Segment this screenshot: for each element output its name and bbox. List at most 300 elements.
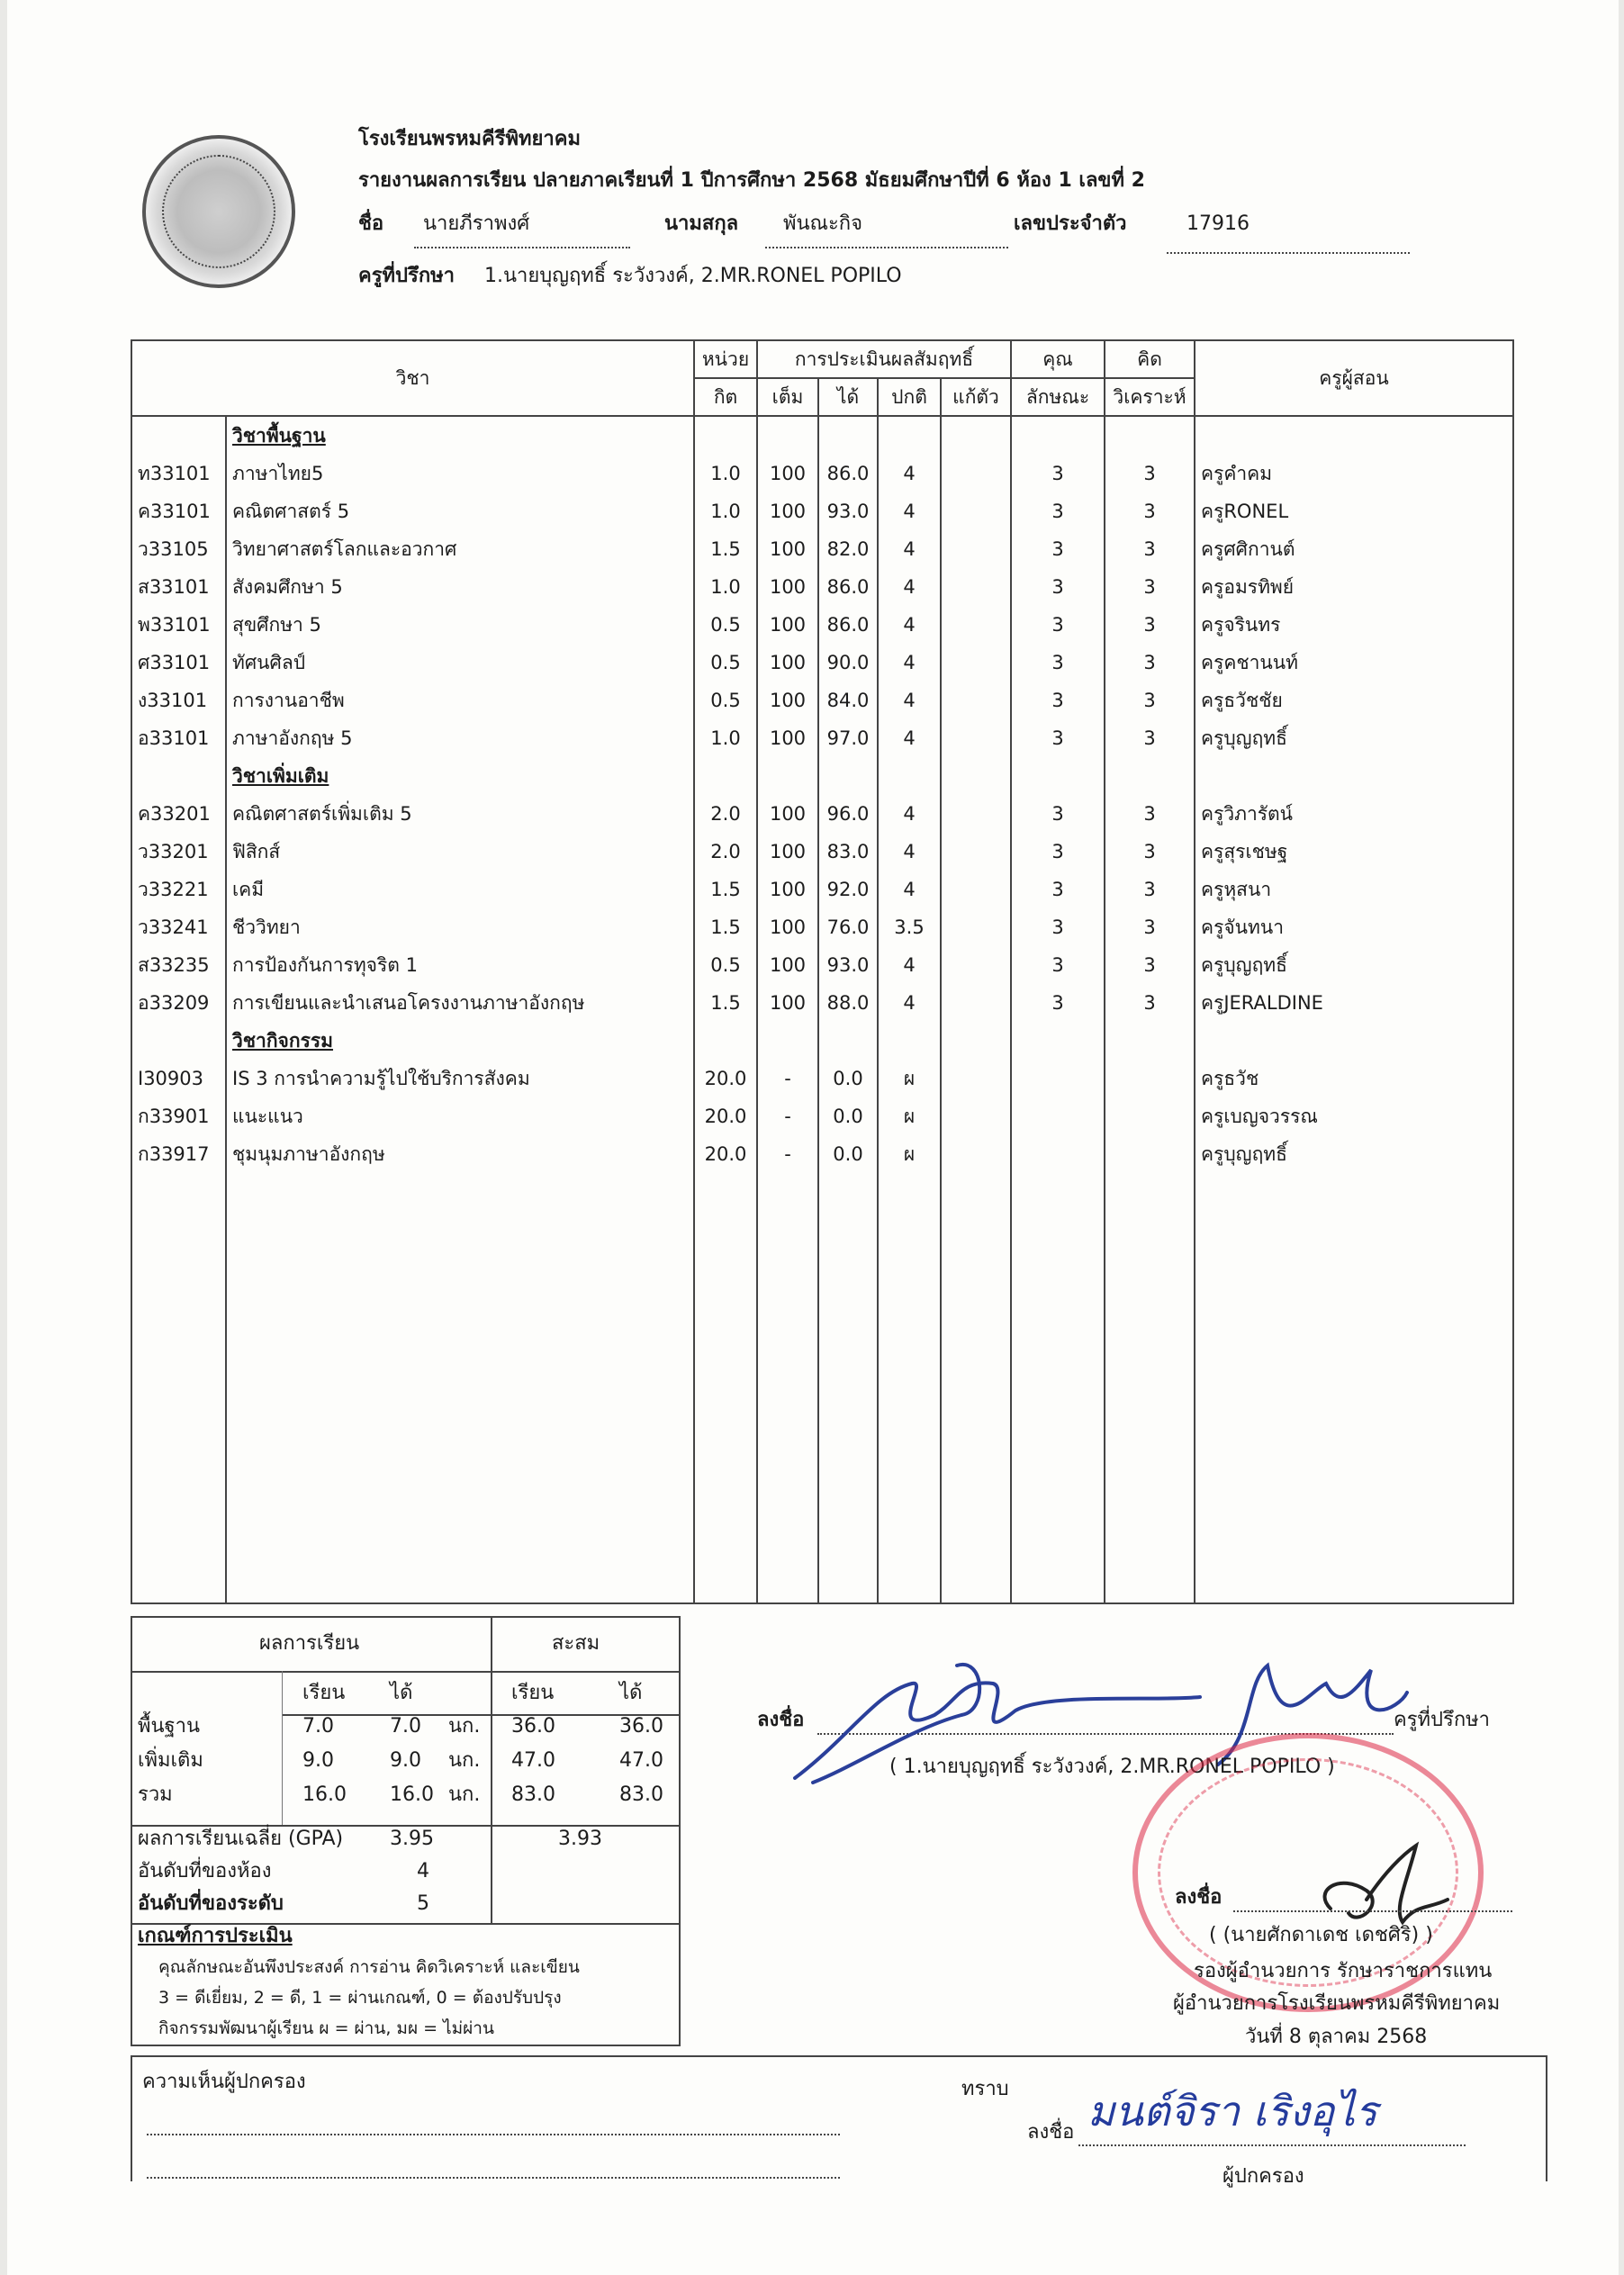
cell-got: 92.0 bbox=[818, 871, 878, 908]
cell-char bbox=[1011, 1135, 1105, 1173]
cell-full: 100 bbox=[757, 908, 818, 946]
section-empty-cell bbox=[694, 1022, 757, 1060]
cell-teacher: ครูบุญฤทธิ์ bbox=[1195, 1135, 1513, 1173]
filler-cell bbox=[757, 1173, 818, 1603]
parent-sign-label: ลงชื่อ bbox=[1027, 2121, 1075, 2144]
cell-credit: 2.0 bbox=[694, 795, 757, 833]
section-empty-cell bbox=[1195, 757, 1513, 795]
director-position-1: รองผู้อำนวยการ รักษาราชการแทน bbox=[1194, 1960, 1493, 1982]
cell-code: อ33209 bbox=[131, 984, 226, 1022]
cell-got: 0.0 bbox=[818, 1060, 878, 1097]
cell-code: ก33901 bbox=[131, 1097, 226, 1135]
cell-name: ชีววิทยา bbox=[226, 908, 694, 946]
cell-grade: 4 bbox=[878, 530, 941, 568]
parent-role: ผู้ปกครอง bbox=[1223, 2165, 1304, 2188]
table-row bbox=[131, 908, 1513, 946]
rank-level-value: 5 bbox=[417, 1892, 429, 1915]
summary-study: 9.0 bbox=[302, 1749, 334, 1772]
cell-think: 3 bbox=[1105, 946, 1195, 984]
filler-cell bbox=[226, 1173, 694, 1603]
section-empty-cell bbox=[818, 416, 878, 455]
cell-code: ศ33101 bbox=[131, 644, 226, 682]
cell-full: - bbox=[757, 1097, 818, 1135]
cell-fix bbox=[941, 530, 1011, 568]
table-row bbox=[131, 946, 1513, 984]
cell-fix bbox=[941, 606, 1011, 644]
cell-full: 100 bbox=[757, 833, 818, 871]
cell-got: 86.0 bbox=[818, 455, 878, 492]
cell-teacher: ครูอมรทิพย์ bbox=[1195, 568, 1513, 606]
cell-credit: 1.5 bbox=[694, 530, 757, 568]
table-row bbox=[131, 682, 1513, 719]
grades-body bbox=[131, 416, 1513, 1603]
cell-code: ว33221 bbox=[131, 871, 226, 908]
cell-teacher: ครูคชานนท์ bbox=[1195, 644, 1513, 682]
grades-table bbox=[131, 339, 1514, 1604]
cell-teacher: ครูธวัชชัย bbox=[1195, 682, 1513, 719]
cell-full: 100 bbox=[757, 871, 818, 908]
cell-credit: 0.5 bbox=[694, 644, 757, 682]
cell-grade: ผ bbox=[878, 1060, 941, 1097]
header-fix: แก้ตัว bbox=[941, 378, 1011, 416]
cell-think: 3 bbox=[1105, 530, 1195, 568]
cell-grade: 4 bbox=[878, 606, 941, 644]
cell-name: IS 3 การนำความรู้ไปใช้บริการสังคม bbox=[226, 1060, 694, 1097]
filler-cell bbox=[1105, 1173, 1195, 1603]
surname-dotted-line bbox=[765, 247, 1008, 248]
cell-grade: ผ bbox=[878, 1097, 941, 1135]
advisor-role: ครูที่ปรึกษา bbox=[1394, 1709, 1490, 1731]
cell-credit: 1.0 bbox=[694, 492, 757, 530]
summary-label: เพิ่มเติม bbox=[138, 1749, 203, 1772]
table-row bbox=[131, 492, 1513, 530]
section-empty-cell bbox=[1105, 757, 1195, 795]
student-id: 17916 bbox=[1186, 212, 1250, 235]
cell-grade: 4 bbox=[878, 984, 941, 1022]
cell-char: 3 bbox=[1011, 908, 1105, 946]
cell-credit: 2.0 bbox=[694, 833, 757, 871]
cell-name: คณิตศาสตร์เพิ่มเติม 5 bbox=[226, 795, 694, 833]
cell-fix bbox=[941, 795, 1011, 833]
section-empty-cell bbox=[757, 1022, 818, 1060]
summary-cum-got: 47.0 bbox=[619, 1749, 663, 1772]
section-empty-cell bbox=[941, 416, 1011, 455]
director-name: ( (นายศักดาเดช เดชศิริ) ) bbox=[1209, 1924, 1433, 1946]
director-signature-image bbox=[1304, 1837, 1457, 1936]
cell-full: 100 bbox=[757, 682, 818, 719]
section-title: วิชาพื้นฐาน bbox=[226, 416, 694, 455]
cell-name: ภาษาไทย5 bbox=[226, 455, 694, 492]
cell-full: - bbox=[757, 1060, 818, 1097]
cell-char: 3 bbox=[1011, 568, 1105, 606]
cell-credit: 20.0 bbox=[694, 1097, 757, 1135]
school-name: โรงเรียนพรหมคีรีพิทยาคม bbox=[358, 128, 581, 150]
cell-got: 96.0 bbox=[818, 795, 878, 833]
cell-got: 86.0 bbox=[818, 568, 878, 606]
cell-char: 3 bbox=[1011, 795, 1105, 833]
cell-credit: 1.0 bbox=[694, 568, 757, 606]
cell-code: อ33101 bbox=[131, 719, 226, 757]
cell-got: 82.0 bbox=[818, 530, 878, 568]
header-teacher: ครูผู้สอน bbox=[1195, 340, 1513, 416]
cell-think: 3 bbox=[1105, 455, 1195, 492]
section-empty-cell bbox=[878, 1022, 941, 1060]
section-empty-cell bbox=[757, 416, 818, 455]
cell-got: 86.0 bbox=[818, 606, 878, 644]
section-empty-cell bbox=[878, 757, 941, 795]
section-empty-cell bbox=[1011, 1022, 1105, 1060]
header-assessment: การประเมินผลสัมฤทธิ์ bbox=[757, 340, 1011, 378]
cell-credit: 0.5 bbox=[694, 682, 757, 719]
cell-teacher: ครูจรินทร bbox=[1195, 606, 1513, 644]
cell-got: 84.0 bbox=[818, 682, 878, 719]
cell-full: 100 bbox=[757, 719, 818, 757]
cell-got: 0.0 bbox=[818, 1135, 878, 1173]
filler-cell bbox=[1195, 1173, 1513, 1603]
cell-credit: 0.5 bbox=[694, 606, 757, 644]
cell-think bbox=[1105, 1097, 1195, 1135]
cell-full: 100 bbox=[757, 530, 818, 568]
cell-name: การเขียนและนำเสนอโครงงานภาษาอังกฤษ bbox=[226, 984, 694, 1022]
report-title: รายงานผลการเรียน ปลายภาคเรียนที่ 1 ปีการศึกษา 2568 มัธยมศึกษาปีที่ 6 ห้อง 1 เลขที่ 2 bbox=[358, 169, 1145, 192]
summary-cum-study: 36.0 bbox=[511, 1715, 555, 1738]
cell-name: ชุมนุมภาษาอังกฤษ bbox=[226, 1135, 694, 1173]
cell-teacher: ครูศศิกานต์ bbox=[1195, 530, 1513, 568]
parent-comment-line-1 bbox=[147, 2134, 840, 2135]
section-empty-cell bbox=[941, 757, 1011, 795]
director-sign-label: ลงชื่อ bbox=[1175, 1886, 1223, 1909]
cell-teacher: ครูบุญฤทธิ์ bbox=[1195, 946, 1513, 984]
filler-cell bbox=[694, 1173, 757, 1603]
header-credit-bottom: กิต bbox=[694, 378, 757, 416]
cell-teacher: ครูสุรเชษฐ bbox=[1195, 833, 1513, 871]
section-empty-cell bbox=[1011, 416, 1105, 455]
name-dotted-line bbox=[414, 247, 630, 248]
summary-label: พื้นฐาน bbox=[138, 1715, 201, 1738]
section-empty-cell bbox=[818, 1022, 878, 1060]
cell-grade: 4 bbox=[878, 492, 941, 530]
rank-room-label: อันดับที่ของห้อง bbox=[138, 1860, 272, 1882]
id-dotted-line bbox=[1167, 252, 1410, 254]
summary-got: 7.0 bbox=[390, 1715, 421, 1738]
cell-grade: 4 bbox=[878, 455, 941, 492]
header-subject: วิชา bbox=[131, 340, 694, 416]
criteria-line-1: คุณลักษณะอันพึงประสงค์ การอ่าน คิดวิเคราะห์ และเขียน bbox=[158, 1957, 580, 1977]
filler-cell bbox=[1011, 1173, 1105, 1603]
table-row bbox=[131, 455, 1513, 492]
gpa-value: 3.95 bbox=[390, 1828, 434, 1850]
cell-full: - bbox=[757, 1135, 818, 1173]
cell-think: 3 bbox=[1105, 682, 1195, 719]
cell-name: สังคมศึกษา 5 bbox=[226, 568, 694, 606]
header-char-top: คุณ bbox=[1011, 340, 1105, 378]
cell-name: ภาษาอังกฤษ 5 bbox=[226, 719, 694, 757]
section-empty-cell bbox=[131, 416, 226, 455]
cell-got: 93.0 bbox=[818, 492, 878, 530]
cell-grade: 4 bbox=[878, 568, 941, 606]
gpa-cumulative: 3.93 bbox=[558, 1828, 602, 1850]
school-seal-icon bbox=[142, 135, 295, 288]
cell-name: วิทยาศาสตร์โลกและอวกาศ bbox=[226, 530, 694, 568]
advisor-label: ครูที่ปรึกษา bbox=[358, 265, 455, 287]
cell-think: 3 bbox=[1105, 795, 1195, 833]
cell-got: 97.0 bbox=[818, 719, 878, 757]
cell-got: 88.0 bbox=[818, 984, 878, 1022]
cell-fix bbox=[941, 719, 1011, 757]
table-row bbox=[131, 1060, 1513, 1097]
acknowledge-label: ทราบ bbox=[961, 2078, 1009, 2100]
summary-study: 16.0 bbox=[302, 1783, 347, 1806]
header-think-bottom: วิเคราะห์ bbox=[1105, 378, 1195, 416]
filler-cell bbox=[878, 1173, 941, 1603]
cell-full: 100 bbox=[757, 946, 818, 984]
cell-got: 93.0 bbox=[818, 946, 878, 984]
cell-credit: 1.5 bbox=[694, 984, 757, 1022]
section-empty-cell bbox=[1195, 1022, 1513, 1060]
cell-grade: 4 bbox=[878, 682, 941, 719]
id-label: เลขประจำตัว bbox=[1014, 212, 1127, 235]
director-sign-line bbox=[1233, 1910, 1512, 1912]
cell-fix bbox=[941, 984, 1011, 1022]
table-row bbox=[131, 795, 1513, 833]
cell-code: ง33101 bbox=[131, 682, 226, 719]
section-empty-cell bbox=[1195, 416, 1513, 455]
summary-label: รวม bbox=[138, 1783, 173, 1806]
cell-grade: 4 bbox=[878, 719, 941, 757]
cell-char: 3 bbox=[1011, 492, 1105, 530]
table-row bbox=[131, 984, 1513, 1022]
section-empty-cell bbox=[694, 757, 757, 795]
cell-code: ส33235 bbox=[131, 946, 226, 984]
summary-cum-study-header: เรียน bbox=[511, 1682, 555, 1704]
cell-code: I30903 bbox=[131, 1060, 226, 1097]
cell-name: แนะแนว bbox=[226, 1097, 694, 1135]
cell-fix bbox=[941, 644, 1011, 682]
section-empty-cell bbox=[878, 416, 941, 455]
surname-label: นามสกุล bbox=[664, 212, 739, 235]
cell-full: 100 bbox=[757, 795, 818, 833]
cell-char: 3 bbox=[1011, 530, 1105, 568]
cell-name: การป้องกันการทุจริต 1 bbox=[226, 946, 694, 984]
cell-fix bbox=[941, 492, 1011, 530]
advisor-signatory-names: ( 1.นายบุญฤทธิ์ ระวังวงค์, 2.MR.RONEL POPILO ) bbox=[889, 1756, 1335, 1778]
section-empty-cell bbox=[1105, 416, 1195, 455]
cell-char: 3 bbox=[1011, 984, 1105, 1022]
cell-name: เคมี bbox=[226, 871, 694, 908]
header-credit-top: หน่วย bbox=[694, 340, 757, 378]
cell-think: 3 bbox=[1105, 492, 1195, 530]
cell-code: ว33201 bbox=[131, 833, 226, 871]
cell-credit: 20.0 bbox=[694, 1060, 757, 1097]
gpa-label: ผลการเรียนเฉลี่ย (GPA) bbox=[138, 1828, 344, 1850]
header-got: ได้ bbox=[818, 378, 878, 416]
parent-comment-line-2 bbox=[147, 2177, 840, 2179]
cell-name: คณิตศาสตร์ 5 bbox=[226, 492, 694, 530]
cell-char: 3 bbox=[1011, 946, 1105, 984]
cell-teacher: ครูRONEL bbox=[1195, 492, 1513, 530]
cell-grade: 4 bbox=[878, 795, 941, 833]
cell-credit: 1.5 bbox=[694, 908, 757, 946]
cell-char: 3 bbox=[1011, 719, 1105, 757]
cell-think: 3 bbox=[1105, 833, 1195, 871]
section-empty-cell bbox=[1105, 1022, 1195, 1060]
cell-grade: 4 bbox=[878, 833, 941, 871]
table-row bbox=[131, 833, 1513, 871]
cell-got: 76.0 bbox=[818, 908, 878, 946]
summary-cum-got-header: ได้ bbox=[619, 1682, 643, 1704]
summary-study-header: เรียน bbox=[302, 1682, 346, 1704]
criteria-line-2: 3 = ดีเยี่ยม, 2 = ดี, 1 = ผ่านเกณฑ์, 0 = ต้องปรับปรุง bbox=[158, 1988, 562, 2008]
cell-name: ฟิสิกส์ bbox=[226, 833, 694, 871]
cell-char: 3 bbox=[1011, 606, 1105, 644]
cell-got: 90.0 bbox=[818, 644, 878, 682]
student-surname: พันณะกิจ bbox=[783, 212, 862, 235]
table-filler-row bbox=[131, 1173, 1513, 1603]
cell-full: 100 bbox=[757, 455, 818, 492]
cell-full: 100 bbox=[757, 492, 818, 530]
student-first-name: นายภีราพงศ์ bbox=[423, 212, 530, 235]
rank-room-value: 4 bbox=[417, 1860, 429, 1882]
cell-fix bbox=[941, 908, 1011, 946]
parent-sign-line bbox=[1078, 2144, 1466, 2146]
summary-unit: นก. bbox=[448, 1783, 481, 1806]
cell-teacher: ครูธวัช bbox=[1195, 1060, 1513, 1097]
summary-cum-study: 83.0 bbox=[511, 1783, 555, 1806]
cell-think: 3 bbox=[1105, 871, 1195, 908]
cell-fix bbox=[941, 1135, 1011, 1173]
section-empty-cell bbox=[818, 757, 878, 795]
cell-think bbox=[1105, 1135, 1195, 1173]
cell-credit: 0.5 bbox=[694, 946, 757, 984]
table-row bbox=[131, 644, 1513, 682]
cell-code: ท33101 bbox=[131, 455, 226, 492]
table-row bbox=[131, 530, 1513, 568]
section-empty-cell bbox=[1011, 757, 1105, 795]
section-row bbox=[131, 416, 1513, 455]
advisor-names: 1.นายบุญฤทธิ์ ระวังวงค์, 2.MR.RONEL POPILO bbox=[484, 265, 902, 287]
table-row bbox=[131, 606, 1513, 644]
cell-credit: 1.5 bbox=[694, 871, 757, 908]
cell-fix bbox=[941, 455, 1011, 492]
cell-teacher: ครูบุญฤทธิ์ bbox=[1195, 719, 1513, 757]
cell-got: 0.0 bbox=[818, 1097, 878, 1135]
cell-think: 3 bbox=[1105, 719, 1195, 757]
cell-teacher: ครูJERALDINE bbox=[1195, 984, 1513, 1022]
cell-char: 3 bbox=[1011, 455, 1105, 492]
summary-cumulative-label: สะสม bbox=[552, 1632, 600, 1655]
cell-think: 3 bbox=[1105, 606, 1195, 644]
cell-fix bbox=[941, 1097, 1011, 1135]
cell-char bbox=[1011, 1060, 1105, 1097]
summary-cum-study: 47.0 bbox=[511, 1749, 555, 1772]
cell-code: ค33101 bbox=[131, 492, 226, 530]
header-normal: ปกติ bbox=[878, 378, 941, 416]
cell-code: ก33917 bbox=[131, 1135, 226, 1173]
cell-full: 100 bbox=[757, 568, 818, 606]
header-think-top: คิด bbox=[1105, 340, 1195, 378]
cell-teacher: ครูจันทนา bbox=[1195, 908, 1513, 946]
summary-got-header: ได้ bbox=[390, 1682, 413, 1704]
director-position-2: ผู้อำนวยการโรงเรียนพรหมคีรีพิทยาคม bbox=[1173, 1992, 1501, 2015]
section-row bbox=[131, 1022, 1513, 1060]
cell-teacher: ครูคำคม bbox=[1195, 455, 1513, 492]
cell-name: ทัศนศิลป์ bbox=[226, 644, 694, 682]
cell-code: ว33105 bbox=[131, 530, 226, 568]
cell-think bbox=[1105, 1060, 1195, 1097]
cell-char bbox=[1011, 1097, 1105, 1135]
section-title: วิชากิจกรรม bbox=[226, 1022, 694, 1060]
cell-credit: 20.0 bbox=[694, 1135, 757, 1173]
cell-teacher: ครูวิภารัตน์ bbox=[1195, 795, 1513, 833]
cell-think: 3 bbox=[1105, 644, 1195, 682]
cell-grade: 4 bbox=[878, 946, 941, 984]
header-char-bottom: ลักษณะ bbox=[1011, 378, 1105, 416]
cell-grade: ผ bbox=[878, 1135, 941, 1173]
filler-cell bbox=[131, 1173, 226, 1603]
cell-got: 83.0 bbox=[818, 833, 878, 871]
cell-grade: 4 bbox=[878, 871, 941, 908]
table-row bbox=[131, 871, 1513, 908]
cell-code: ว33241 bbox=[131, 908, 226, 946]
cell-name: การงานอาชีพ bbox=[226, 682, 694, 719]
advisor-sign-label: ลงชื่อ bbox=[757, 1709, 805, 1731]
cell-fix bbox=[941, 871, 1011, 908]
cell-credit: 1.0 bbox=[694, 455, 757, 492]
cell-code: พ33101 bbox=[131, 606, 226, 644]
filler-cell bbox=[818, 1173, 878, 1603]
summary-got: 16.0 bbox=[390, 1783, 434, 1806]
cell-credit: 1.0 bbox=[694, 719, 757, 757]
table-row bbox=[131, 719, 1513, 757]
cell-char: 3 bbox=[1011, 644, 1105, 682]
summary-study: 7.0 bbox=[302, 1715, 334, 1738]
report-page bbox=[7, 0, 1619, 2275]
cell-fix bbox=[941, 568, 1011, 606]
section-empty-cell bbox=[757, 757, 818, 795]
table-row bbox=[131, 1097, 1513, 1135]
cell-grade: 4 bbox=[878, 644, 941, 682]
filler-cell bbox=[941, 1173, 1011, 1603]
report-date: วันที่ 8 ตุลาคม 2568 bbox=[1245, 2026, 1428, 2048]
criteria-title: เกณฑ์การประเมิน bbox=[138, 1925, 293, 1947]
cell-think: 3 bbox=[1105, 908, 1195, 946]
summary-result-label: ผลการเรียน bbox=[259, 1632, 360, 1655]
cell-fix bbox=[941, 946, 1011, 984]
cell-name: สุขศึกษา 5 bbox=[226, 606, 694, 644]
summary-unit: นก. bbox=[448, 1749, 481, 1772]
cell-full: 100 bbox=[757, 606, 818, 644]
name-label: ชื่อ bbox=[358, 212, 384, 235]
section-empty-cell bbox=[694, 416, 757, 455]
cell-code: ส33101 bbox=[131, 568, 226, 606]
cell-fix bbox=[941, 833, 1011, 871]
cell-teacher: ครูหุสนา bbox=[1195, 871, 1513, 908]
section-row bbox=[131, 757, 1513, 795]
summary-got: 9.0 bbox=[390, 1749, 421, 1772]
criteria-line-3: กิจกรรมพัฒนาผู้เรียน ผ = ผ่าน, มผ = ไม่ผ่าน bbox=[158, 2018, 494, 2038]
cell-full: 100 bbox=[757, 644, 818, 682]
cell-fix bbox=[941, 1060, 1011, 1097]
table-row bbox=[131, 1135, 1513, 1173]
header-full: เต็ม bbox=[757, 378, 818, 416]
section-empty-cell bbox=[131, 1022, 226, 1060]
cell-think: 3 bbox=[1105, 984, 1195, 1022]
rank-level-label: อันดับที่ของระดับ bbox=[138, 1892, 284, 1915]
cell-char: 3 bbox=[1011, 833, 1105, 871]
cell-think: 3 bbox=[1105, 568, 1195, 606]
table-row bbox=[131, 568, 1513, 606]
cell-full: 100 bbox=[757, 984, 818, 1022]
